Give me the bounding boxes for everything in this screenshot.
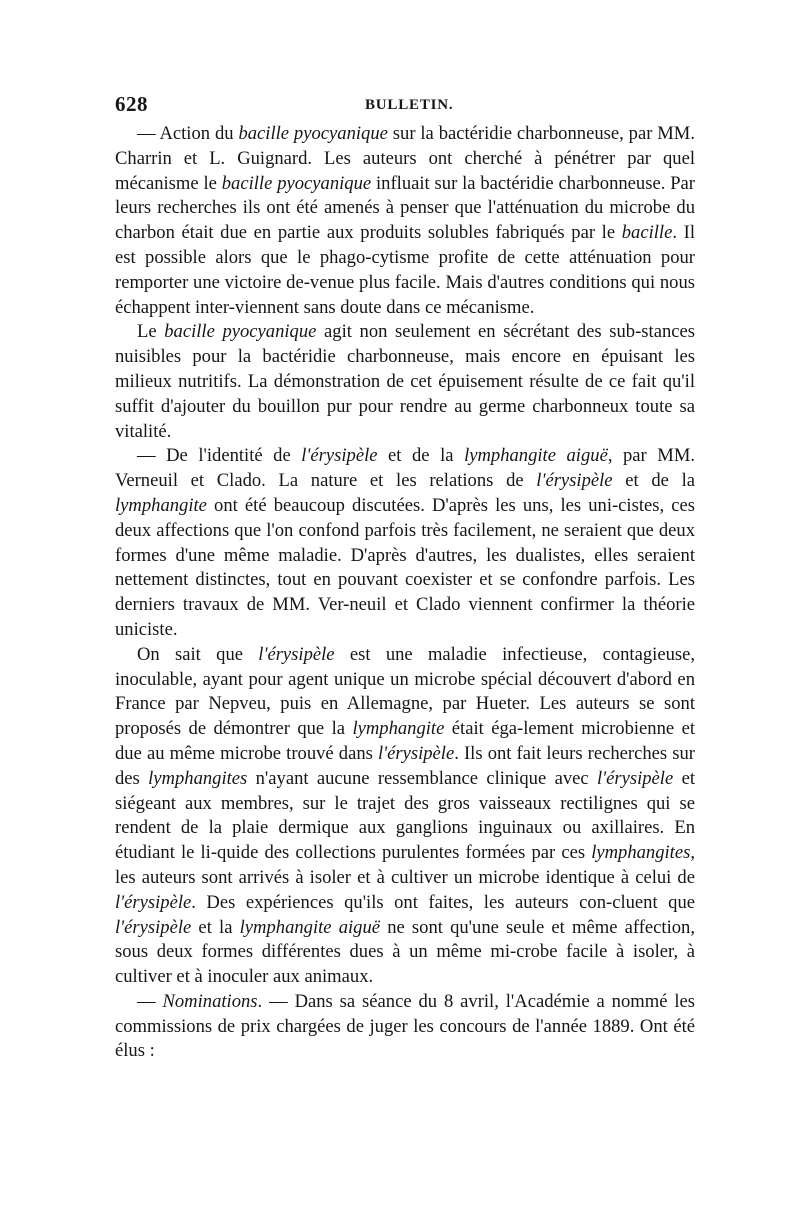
text-run: ont été beaucoup discutées. D'après les uns, les uni-cistes, ces deux affections que l'on confond parfois très facilement, ne seraient que deux formes d'une même maladie. D'après d'autres, les dualistes, elles seraient nettement distinctes, tout en pouvant coexister et se confondre parfois. Les derniers travaux de MM. Ver-neuil et Clado viennent confirmer la théorie uniciste. — [115, 494, 695, 640]
text-run: — De l'identité de — [137, 445, 302, 467]
text-run: . Ils ont fait leurs recherches sur des — [115, 742, 695, 789]
text-run: sur la bactéridie charbonneuse, par MM. Charrin et L. Guignard. Les auteurs ont cherché à pénétrer par quel mécanisme le — [115, 123, 695, 194]
italic-term: lymphangites — [591, 842, 691, 864]
text-run: . Des expériences qu'ils ont faites, les auteurs con-cluent que — [191, 891, 695, 913]
page-header — [115, 92, 695, 122]
italic-term: bacille — [621, 222, 673, 244]
paragraph — [115, 444, 695, 642]
text-run: . — Dans sa séance du 8 avril, l'Académie a nommé les commissions de prix chargées de juger les concours de l'année 1889. Ont été élus : — [115, 990, 695, 1062]
italic-term: lymphangites — [148, 767, 248, 789]
italic-term: bacille pyocyanique — [221, 172, 372, 194]
italic-term: lymphangite aiguë — [464, 445, 608, 467]
text-run: et la — [191, 916, 240, 938]
text-run: Le — [137, 321, 165, 343]
text-run: , par MM. Verneuil et Clado. La nature et les relations de — [115, 445, 696, 492]
text-run: , les auteurs sont arrivés à isoler et à cultiver un microbe identique à celui de — [115, 842, 695, 888]
text-run: ne sont qu'une seule et même affection, sous deux formes différentes dues à un même mi-crobe facile à isoler, à cultiver et à inoculer aux animaux. — [115, 916, 695, 988]
italic-term: lymphangite — [115, 494, 207, 516]
paragraph — [115, 122, 695, 320]
text-run: . Il est possible alors que le phago-cytisme profite de cette atténuation pour remporter une victoire de-venue plus facile. Mais d'autres conditions qui nous échappent inter-viennent sans doute dans ce mécanisme. — [115, 222, 696, 318]
text-run: — Action du — [137, 123, 239, 144]
running-title: BULLETIN. — [365, 97, 454, 113]
italic-term: l'érysipèle — [377, 742, 455, 764]
text-run: et siégeant aux membres, sur le trajet des gros vaisseaux rectilignes qui se rendent de la plaie dermique aux ganglions inguinaux ou axillaires. En étudiant le li-quide des collections purulentes formées par ces — [115, 767, 695, 864]
italic-term: lymphangite — [352, 718, 445, 740]
paragraph — [115, 990, 695, 1064]
italic-term: Nominations — [162, 990, 258, 1012]
italic-term: l'érysipèle — [596, 767, 674, 789]
text-run: est une maladie infectieuse, contagieuse, inoculable, ayant pour agent unique un microbe spécial découvert d'abord en France par Nepveu, puis en Allemagne, par Hueter. Les auteurs se sont proposés de démontrer que la — [115, 643, 696, 740]
italic-term: l'érysipèle — [301, 445, 378, 467]
italic-term: l'érysipèle — [115, 916, 192, 938]
text-run: et de la — [377, 445, 465, 467]
italic-term: l'érysipèle — [115, 891, 192, 913]
text-run: influait sur la bactéridie charbonneuse. Par leurs recherches ils ont été amenés à penser que l'atténuation du microbe du charbon était due en partie aux produits solubles fabriqués par le — [115, 172, 695, 244]
text-run: et de la — [612, 470, 695, 492]
document-page — [115, 92, 695, 1064]
italic-term: lymphangite aiguë — [239, 916, 381, 938]
page-number: 628 — [115, 92, 148, 116]
text-run: n'ayant aucune ressemblance clinique avec — [247, 767, 597, 789]
article-body — [115, 122, 695, 1064]
text-run: agit non seulement en sécrétant des sub-stances nuisibles pour la bactéridie charbonneuse, mais encore en épuisant les milieux nutritifs. La démonstration de cet épuisement résulte de ce fait qu'il suffit d'ajouter du bouillon pur pour rendre au germe charbonneux toute sa vitalité. — [115, 321, 695, 442]
paragraph — [115, 643, 695, 990]
italic-term: bacille pyocyanique — [238, 123, 388, 144]
italic-term: l'érysipèle — [258, 643, 335, 665]
text-run: — — [137, 990, 163, 1012]
italic-term: bacille pyocyanique — [164, 321, 317, 343]
paragraph — [115, 320, 695, 444]
text-run: était éga-lement microbienne et due au même microbe trouvé dans — [115, 718, 695, 764]
italic-term: l'érysipèle — [536, 470, 613, 492]
text-run: On sait que — [137, 643, 259, 665]
